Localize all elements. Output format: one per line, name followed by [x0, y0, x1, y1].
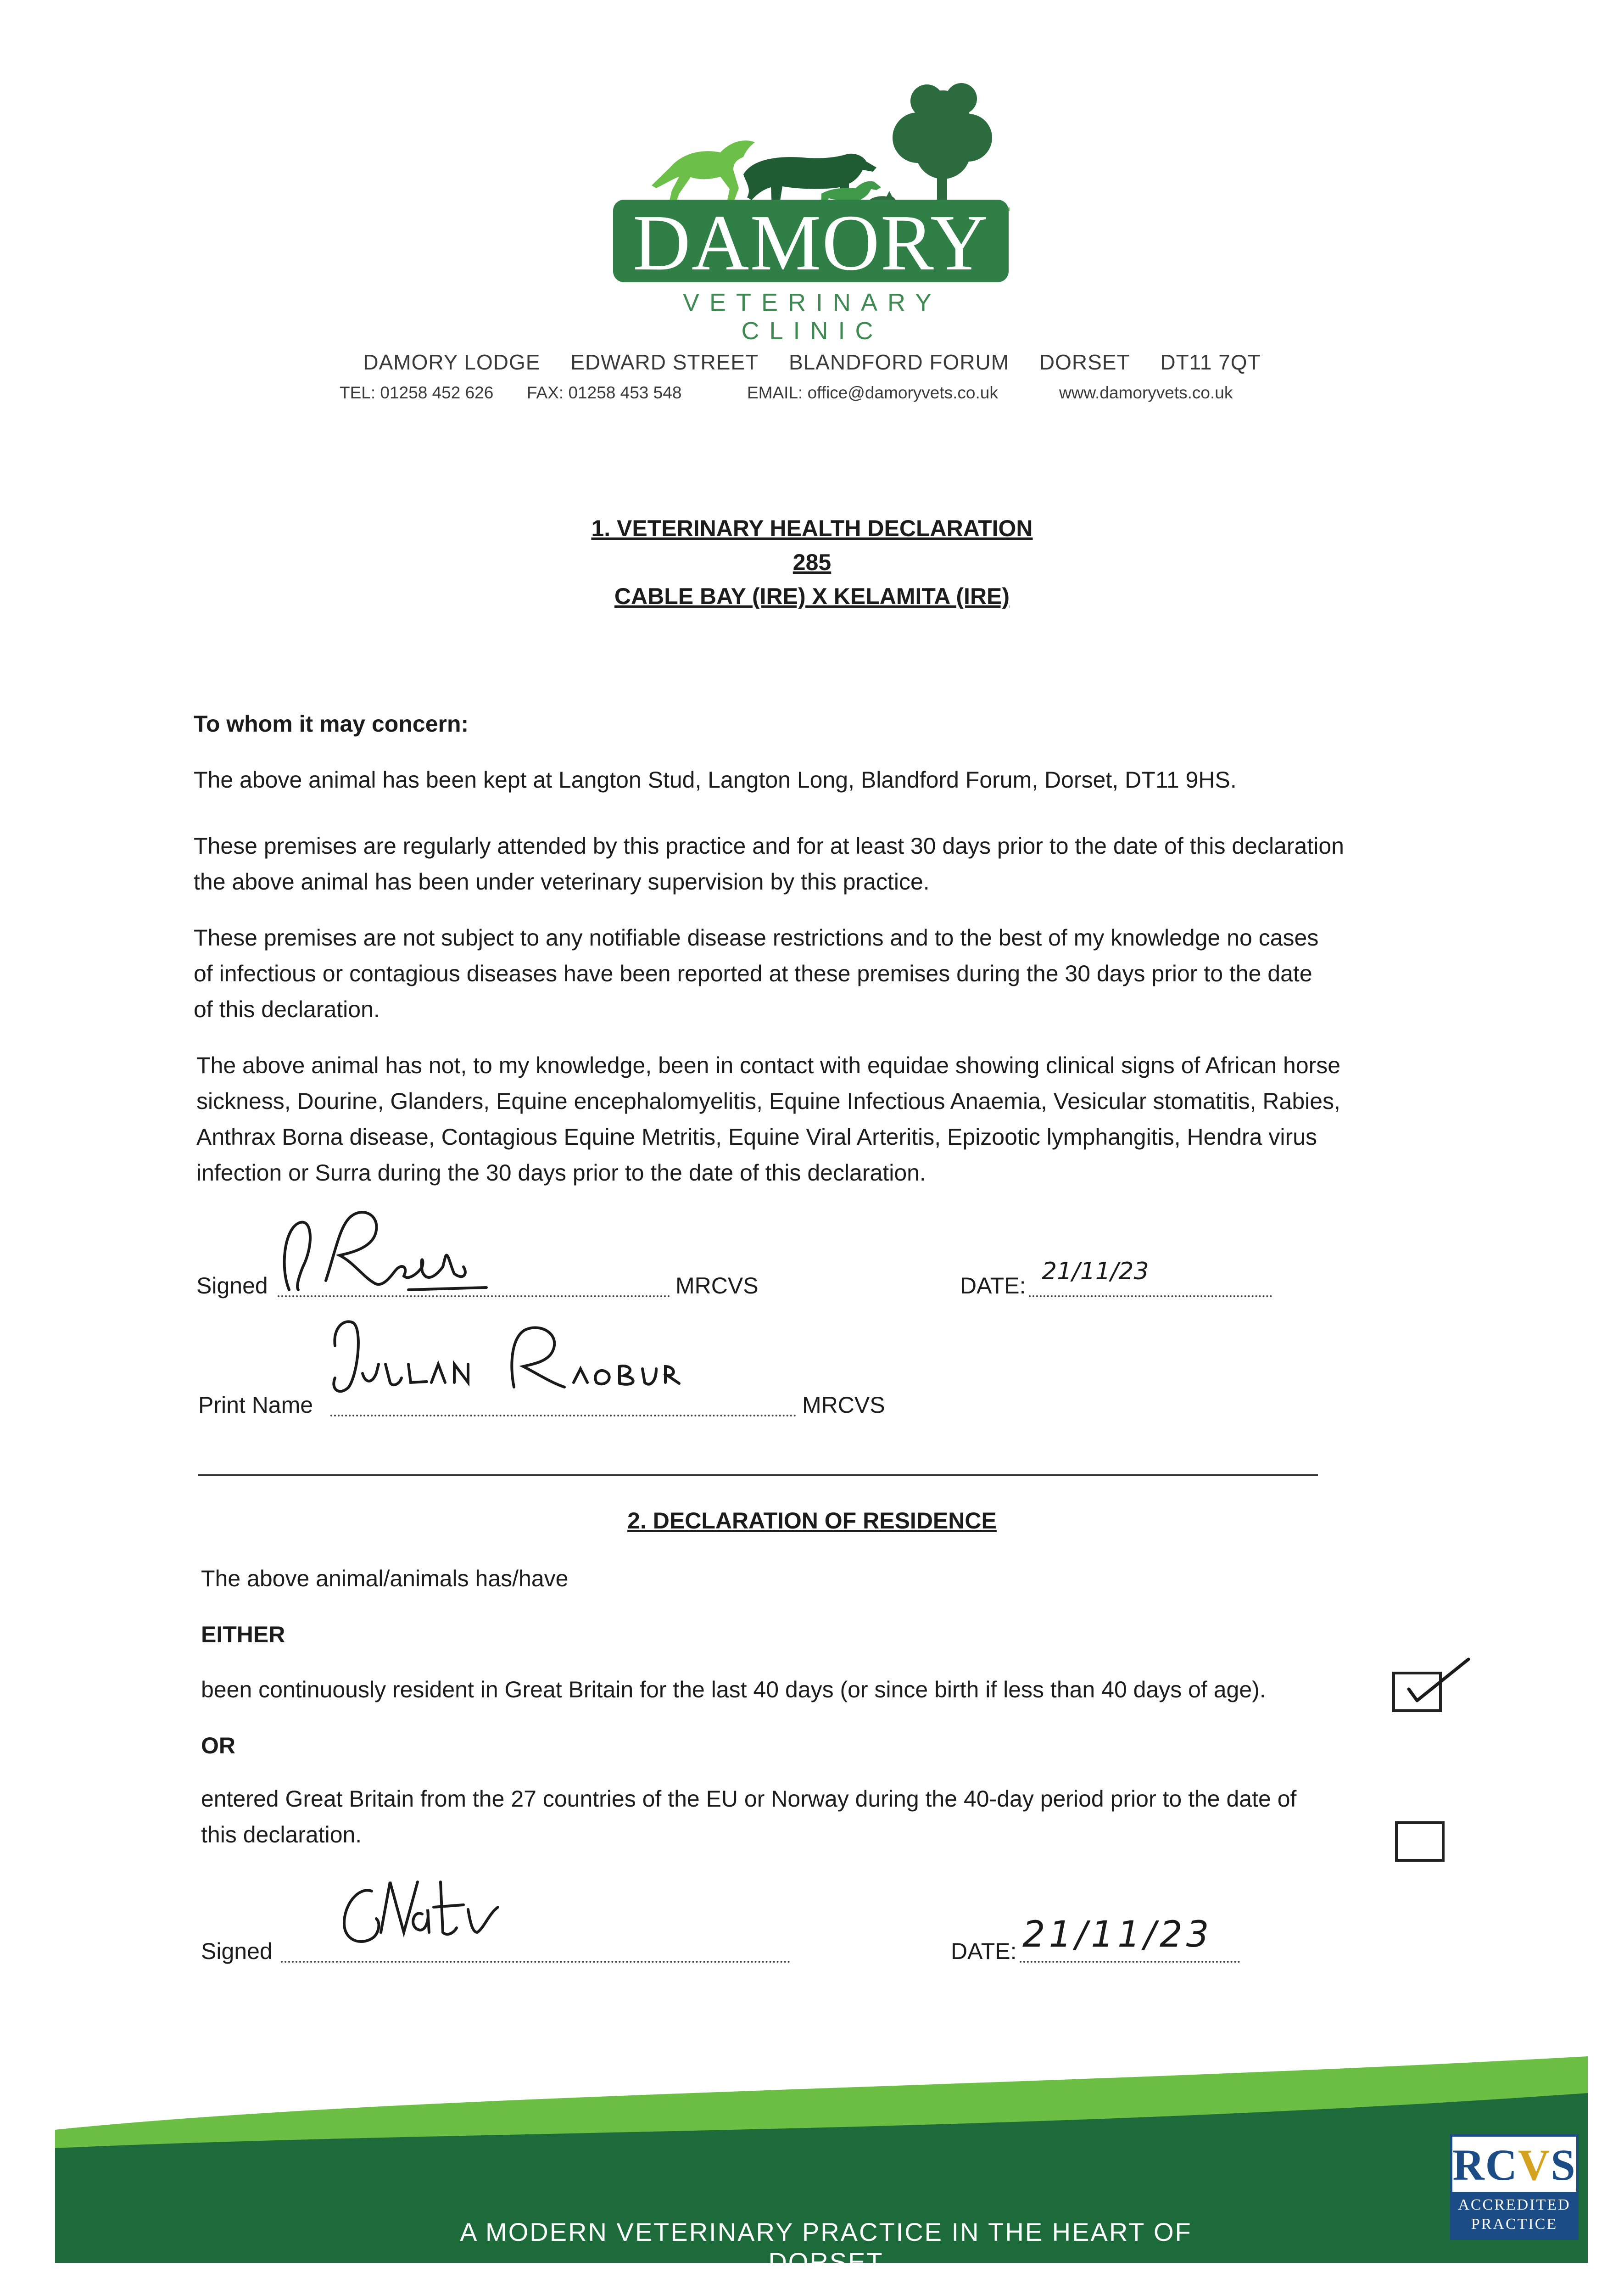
- print-name-handwriting: [321, 1309, 688, 1401]
- text-line: the above animal has been under veterinary supervision by this practice.: [194, 869, 930, 895]
- text-line: of infectious or contagious diseases have been reported at these premises during the 30 days prior to the date: [194, 961, 1312, 986]
- mrcvs-label: MRCVS: [675, 1273, 759, 1299]
- rcvs-line: ACCREDITED: [1458, 2196, 1571, 2213]
- animal-name: CABLE BAY (IRE) X KELAMITA (IRE): [614, 583, 1010, 609]
- health-declaration-title: 1. VETERINARY HEALTH DECLARATION: [591, 515, 1033, 541]
- signed-label: Signed: [196, 1273, 268, 1299]
- text-line: infection or Surra during the 30 days prior to the date of this declaration.: [196, 1160, 926, 1186]
- vet-signature: [271, 1198, 528, 1299]
- option-2-text: [201, 1781, 1296, 1853]
- print-name-line: [330, 1415, 796, 1416]
- footer-tagline: A MODERN VETERINARY PRACTICE IN THE HEART OF DORSET: [460, 2217, 1192, 2276]
- rcvs-accredited-badge: [1450, 2134, 1579, 2240]
- checkmark-icon: [1395, 1652, 1473, 1712]
- rcvs-letters: RC: [1452, 2140, 1518, 2189]
- signature-line: [281, 1961, 790, 1963]
- salutation: To whom it may concern:: [194, 711, 469, 737]
- logo-subtitle: VETERINARY CLINIC: [682, 289, 942, 345]
- logo-banner: [613, 198, 1009, 287]
- rcvs-band: [1452, 2192, 1576, 2238]
- date-label: DATE:: [951, 1938, 1017, 1964]
- address-part: BLANDFORD FORUM: [788, 350, 1010, 374]
- owner-signature: [330, 1864, 587, 1960]
- text-line: The above animal has not, to my knowledge, been in contact with equidae showing clinical signs of African horse: [196, 1052, 1341, 1078]
- rcvs-wordmark: [1452, 2139, 1576, 2190]
- print-name-label: Print Name: [198, 1392, 313, 1418]
- date-line: [1029, 1295, 1272, 1297]
- logo-wordmark: DAMORY: [633, 198, 989, 287]
- or-label: OR: [201, 1733, 235, 1758]
- text-line: this declaration.: [201, 1822, 362, 1847]
- text-line: These premises are regularly attended by this practice and for at least 30 days prior to the date of this declaration: [194, 833, 1344, 859]
- either-label: EITHER: [201, 1622, 285, 1647]
- residence-intro: The above animal/animals has/have: [201, 1566, 569, 1591]
- address-line: [0, 350, 1624, 375]
- telephone: TEL: 01258 452 626: [340, 383, 494, 402]
- residence-declaration-title: 2. DECLARATION OF RESIDENCE: [627, 1508, 997, 1534]
- option-1-text: been continuously resident in Great Britain for the last 40 days (or since birth if less than 40 days of age).: [201, 1677, 1266, 1702]
- declaration-number: 285: [792, 549, 832, 575]
- option-2-checkbox[interactable]: [1395, 1821, 1445, 1862]
- date-label: DATE:: [960, 1273, 1026, 1299]
- paragraph-restrictions: [194, 920, 1318, 1027]
- address-part: EDWARD STREET: [570, 350, 759, 374]
- rcvs-line: PRACTICE: [1471, 2216, 1558, 2233]
- address-part: DT11 7QT: [1160, 350, 1261, 374]
- date-line: [1020, 1961, 1240, 1963]
- section-divider: [198, 1474, 1318, 1476]
- rcvs-letter-v: V: [1518, 2140, 1551, 2189]
- fax: FAX: 01258 453 548: [527, 383, 682, 402]
- website: www.damoryvets.co.uk: [1059, 383, 1233, 402]
- mrcvs-label: MRCVS: [802, 1392, 885, 1418]
- address-part: DAMORY LODGE: [363, 350, 541, 374]
- address-part: DORSET: [1039, 350, 1130, 374]
- text-line: entered Great Britain from the 27 countries of the EU or Norway during the 40-day period prior to the date of: [201, 1786, 1297, 1812]
- text-line: These premises are not subject to any notifiable disease restrictions and to the best of my knowledge no cases: [194, 925, 1319, 951]
- email: EMAIL: office@damoryvets.co.uk: [747, 383, 998, 402]
- text-line: sickness, Dourine, Glanders, Equine encephalomyelitis, Equine Infectious Anaemia, Vesicular stomatitis, Rabies,: [196, 1088, 1340, 1114]
- date-value-handwritten: 21/11/23: [1042, 1258, 1149, 1285]
- text-line: Anthrax Borna disease, Contagious Equine Metritis, Equine Viral Arteritis, Epizootic lymphangitis, Hendra virus: [196, 1124, 1317, 1150]
- text-line: The above animal has been kept at Langton Stud, Langton Long, Blandford Forum, Dorset, DT11 9HS.: [194, 767, 1237, 793]
- signed-label: Signed: [201, 1938, 273, 1964]
- text-line: of this declaration.: [194, 996, 380, 1022]
- paragraph-contact-diseases: [196, 1047, 1340, 1191]
- paragraph-location: [194, 762, 1237, 798]
- rcvs-letters: S: [1551, 2140, 1576, 2189]
- paragraph-supervision: [194, 828, 1344, 900]
- date-value-handwritten: 21/11/23: [1022, 1914, 1213, 1955]
